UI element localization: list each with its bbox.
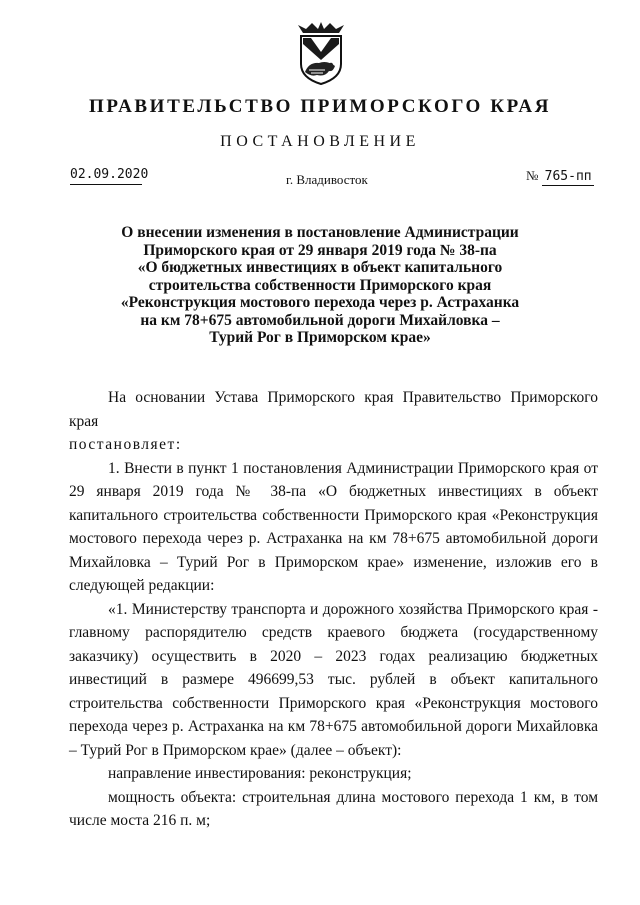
coat-of-arms-emblem [295, 22, 347, 86]
government-heading: ПРАВИТЕЛЬСТВО ПРИМОРСКОГО КРАЯ [88, 96, 552, 117]
title-line: строительства собственности Приморского края [148, 276, 492, 294]
document-title [100, 224, 540, 347]
document-body [69, 386, 598, 833]
document-city: г. Владивосток [286, 172, 368, 187]
title-line: «О бюджетных инвестициях в объект капитального [137, 259, 503, 276]
document-number-field [526, 168, 594, 186]
paragraph-3: направление инвестирования: реконструкция; [108, 765, 412, 782]
paragraph-2: «1. Министерству транспорта и дорожного хозяйства Приморского края - главному распорядителю средств краевого бюджета (государственному заказчику) осуществить в 2020 – 2023 годах реализацию бюджетных инвестиций в размере 496699,53 тыс. рублей в объект капитального строительства собственности Приморского края «Реконструкция мостового перехода через р. Астраханка на км 78+675 автомобильной дороги Михайловка – Турий Рог в Приморском крае» (далее – объект): [69, 600, 598, 759]
title-line: на км 78+675 автомобильной дороги Михайловка – [140, 311, 500, 329]
paragraph-1: 1. Внести в пункт 1 постановления Администрации Приморского края от 29 января 2019 года № 38-па «О бюджетных инвестициях в объект капитального строительства собственности Приморского края «Реконструкция мостового перехода через р. Астраханка на км 78+675 автомобильной дороги Михайловка – Турий Рог в Приморском крае» изменение, изложив его в следующей редакции: [69, 459, 598, 594]
document-date: 02.09.2020 [70, 167, 142, 185]
paragraph-4: мощность объекта: строительная длина мостового перехода 1 км, в том числе моста 216 п. м; [69, 788, 598, 829]
decree-word: постановляет: [69, 436, 182, 453]
title-line: О внесении изменения в постановление Администрации [121, 224, 519, 241]
intro-paragraph: На основании Устава Приморского края Правительство Приморского края [69, 389, 598, 430]
document-type-heading: ПОСТАНОВЛЕНИЕ [220, 133, 420, 150]
title-line: Приморского края от 29 января 2019 года № 38-па [143, 241, 497, 259]
title-line: Турий Рог в Приморском крае» [209, 329, 431, 346]
document-number: 765-пп [542, 169, 594, 186]
number-sign: № [526, 168, 539, 183]
title-line: «Реконструкция мостового перехода через р. Астраханка [120, 294, 520, 311]
